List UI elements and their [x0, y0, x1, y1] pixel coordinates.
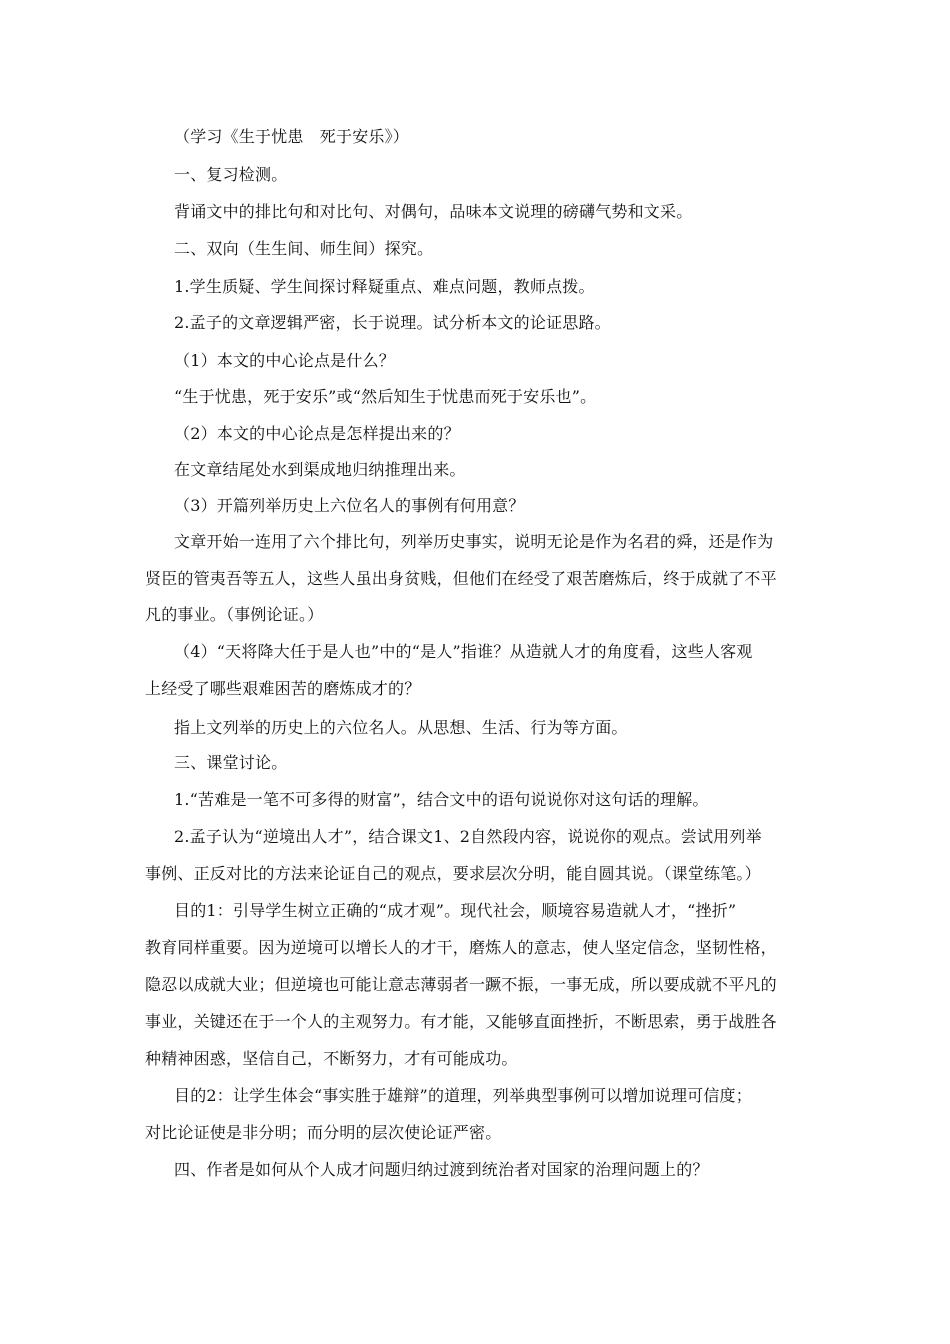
- section-heading: 四、作者是如何从个人成才问题归纳过渡到统治者对国家的治理问题上的？: [174, 1160, 709, 1179]
- numbered-item: 2.孟子的文章逻辑严密，长于说理。试分析本文的论证思路。: [174, 313, 611, 332]
- purpose-paragraph-line: 目的2：让学生体会“事实胜于雄辩”的道理，列举典型事例可以增加说理可信度；: [174, 1086, 752, 1105]
- answer-line: 在文章结尾处水到渠成地归纳推理出来。: [174, 460, 466, 479]
- purpose-paragraph-line: 隐忍以成就大业；但逆境也可能让意志薄弱者一蹶不振，一事无成，所以要成就不平凡的: [145, 975, 777, 994]
- question-item: （4）“天将降大任于是人也”中的“是人”指谁？从造就人才的角度看，这些人客观: [174, 642, 753, 661]
- answer-line: 凡的事业。（事例论证。）: [145, 605, 324, 624]
- purpose-paragraph-line: 目的1：引导学生树立正确的“成才观”。现代社会，顺境容易造就人才，“挫折”: [174, 901, 737, 920]
- question-item: （2）本文的中心论点是怎样提出来的？: [174, 424, 460, 443]
- purpose-paragraph-line: 对比论证使是非分明；而分明的层次使论证严密。: [145, 1123, 502, 1142]
- answer-line: 贤臣的管夷吾等五人，这些人虽出身贫贱，但他们在经受了艰苦磨炼后，终于成就了不平: [145, 569, 777, 588]
- answer-line: “生于忧患，死于安乐”或“然后知生于忧患而死于安乐也”。: [174, 387, 597, 406]
- question-item: （3）开篇列举历史上六位名人的事例有何用意？: [174, 496, 525, 515]
- answer-line: 指上文列举的历史上的六位名人。从思想、生活、行为等方面。: [174, 718, 628, 737]
- section-heading: 一、复习检测。: [174, 165, 288, 184]
- purpose-paragraph-line: 教育同样重要。因为逆境可以增长人的才干，磨炼人的意志，使人坚定信念，坚韧性格，: [145, 938, 777, 957]
- numbered-item: 事例、正反对比的方法来论证自己的观点，要求层次分明，能自圆其说。（课堂练笔。）: [145, 864, 761, 883]
- paragraph-line: 背诵文中的排比句和对比句、对偶句，品味本文说理的磅礴气势和文采。: [174, 202, 693, 221]
- section-heading: 二、双向（生生间、师生间）探究。: [174, 239, 434, 258]
- question-item: 上经受了哪些艰难困苦的磨炼成才的？: [145, 679, 421, 698]
- numbered-item: 1.“苦难是一笔不可多得的财富”，结合文中的语句说说你对这句话的理解。: [174, 790, 709, 809]
- numbered-item: 1.学生质疑、学生间探讨释疑重点、难点问题，教师点拨。: [174, 277, 595, 296]
- document-title-line: （学习《生于忧患 死于安乐》）: [174, 127, 410, 146]
- purpose-paragraph-line: 事业，关键还在于一个人的主观努力。有才能，又能够直面挫折，不断思索，勇于战胜各: [145, 1012, 777, 1031]
- answer-line: 文章开始一连用了六个排比句，列举历史事实，说明无论是作为名君的舜，还是作为: [174, 532, 774, 551]
- numbered-item: 2.孟子认为“逆境出人才”，结合课文1、2自然段内容，说说你的观点。尝试用列举: [174, 827, 762, 846]
- question-item: （1）本文的中心论点是什么？: [174, 351, 395, 370]
- section-heading: 三、课堂讨论。: [174, 753, 288, 772]
- purpose-paragraph-line: 种精神困惑，坚信自己，不断努力，才有可能成功。: [145, 1049, 518, 1068]
